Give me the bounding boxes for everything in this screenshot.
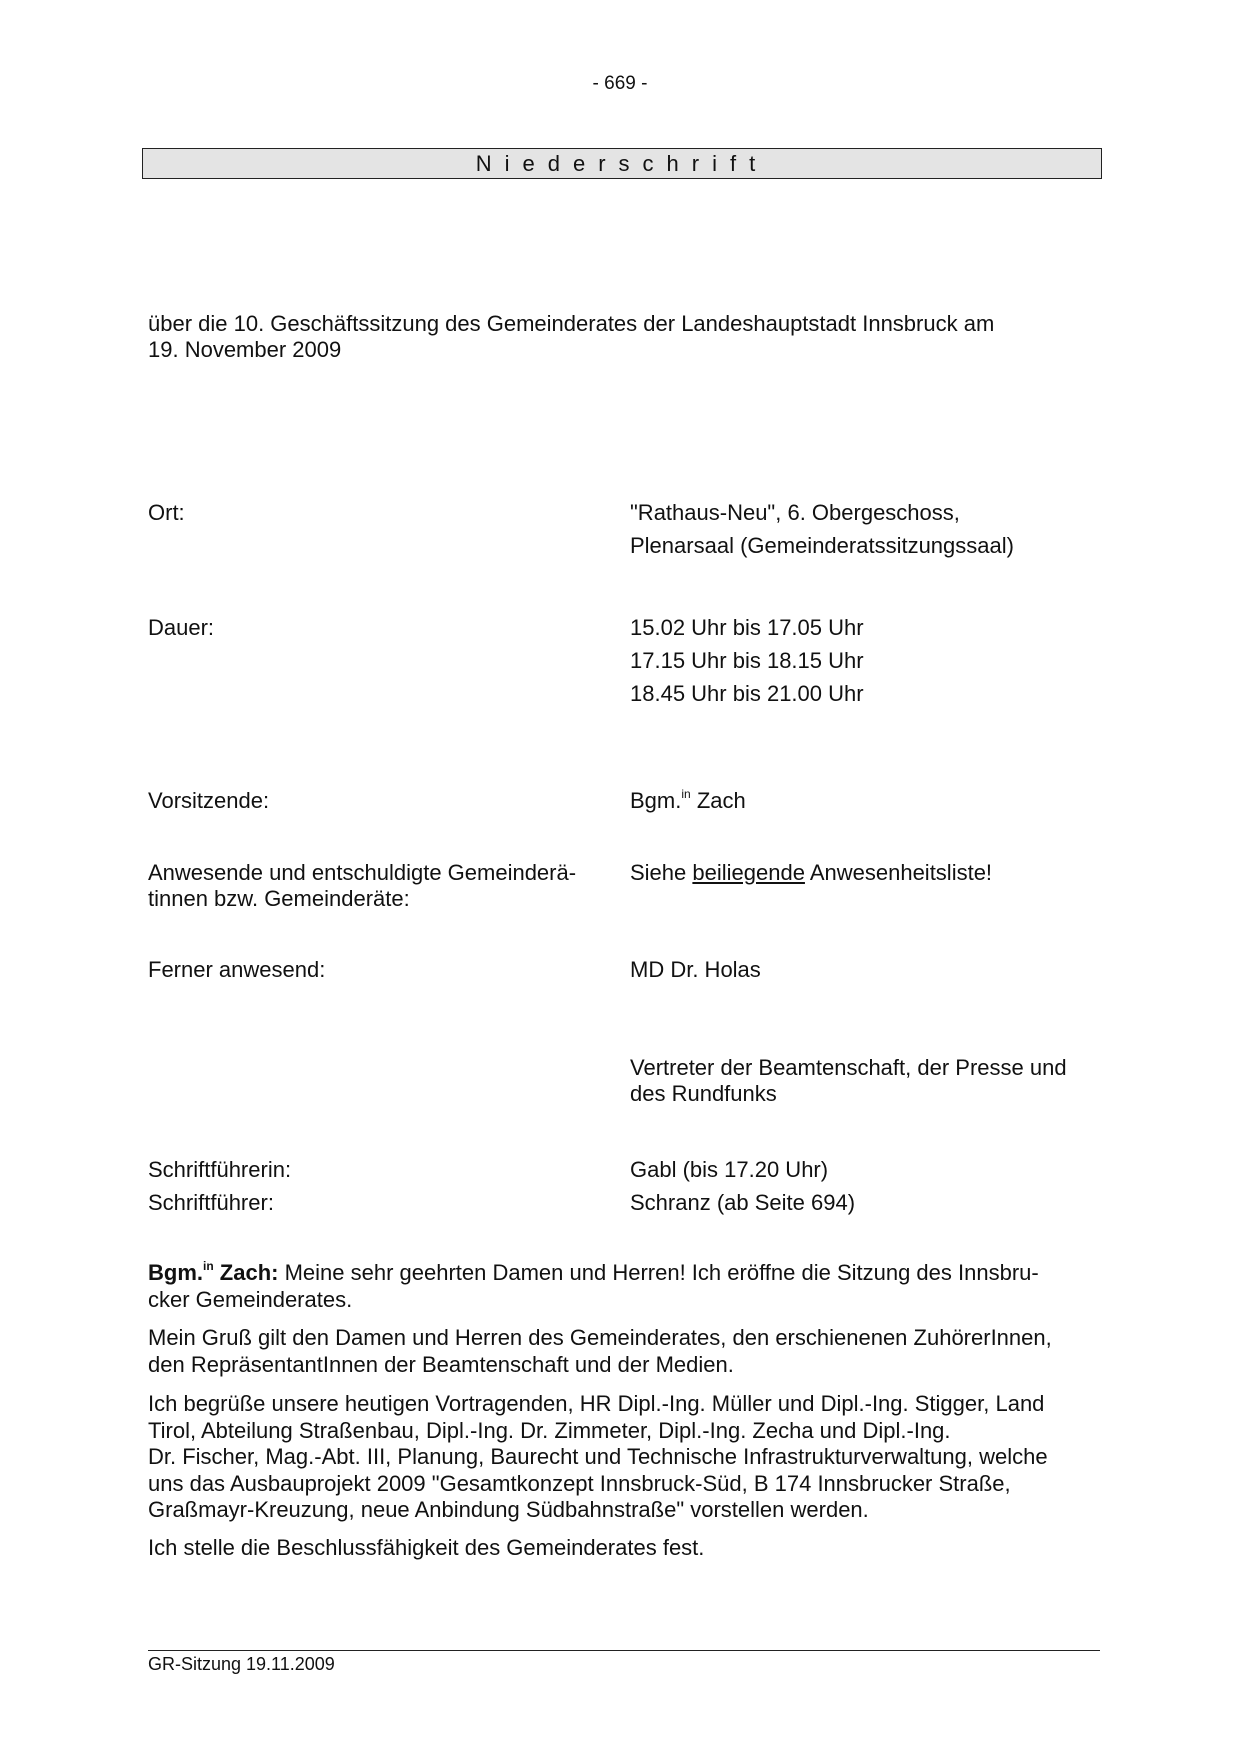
dauer-value xyxy=(630,611,1100,710)
dauer-label: Dauer: xyxy=(148,615,215,640)
schriftfuehrerin-label: Schriftführerin: xyxy=(148,1157,292,1182)
speaker-surname: Zach: xyxy=(213,1260,279,1285)
ferner-extra-line-2: des Rundfunks xyxy=(630,1081,777,1106)
dauer-line-1: 15.02 Uhr bis 17.05 Uhr xyxy=(630,615,864,640)
anwesende-value xyxy=(630,860,1100,886)
vorsitzende-prefix: Bgm. xyxy=(630,788,682,813)
schriftfuehrerin-value: Gabl (bis 17.20 Uhr) xyxy=(630,1157,829,1182)
ferner-extra-line-1: Vertreter der Beamtenschaft, der Presse und xyxy=(630,1055,1067,1080)
speech-paragraph-1 xyxy=(148,1260,1108,1313)
footer-divider xyxy=(148,1650,1100,1651)
speech-p3-line-5: Graßmayr-Kreuzung, neue Anbindung Südbahnstraße" vorstellen werden. xyxy=(148,1497,869,1522)
document-title: Niederschrift xyxy=(142,148,1102,179)
vorsitzende-name: Zach xyxy=(690,788,746,813)
anwesende-value-underlined: beiliegende xyxy=(692,860,805,885)
speech-p3-line-2: Tirol, Abteilung Straßenbau, Dipl.-Ing. Dr. Zimmeter, Dipl.-Ing. Zecha und Dipl.-Ing. xyxy=(148,1417,951,1443)
vorsitzende-sup: in xyxy=(681,787,691,801)
vorsitzende-value xyxy=(630,788,1100,814)
ort-label: Ort: xyxy=(148,500,185,525)
ort-value xyxy=(630,496,1100,562)
schriftfuehrer-value: Schranz (ab Seite 694) xyxy=(630,1190,856,1215)
speech-p2-line-1: Mein Gruß gilt den Damen und Herren des Gemeinderates, den erschienenen ZuhörerInnen, xyxy=(148,1325,1052,1350)
speech-p3-line-3: Dr. Fischer, Mag.-Abt. III, Planung, Baurecht und Technische Infrastrukturverwaltung, welche xyxy=(148,1444,1048,1469)
ferner-value: MD Dr. Holas xyxy=(630,957,761,982)
speech-p3-line-1: Ich begrüße unsere heutigen Vortragenden, HR Dipl.-Ing. Müller und Dipl.-Ing. Stigger, Land xyxy=(148,1391,1045,1416)
footer-text: GR-Sitzung 19.11.2009 xyxy=(148,1654,335,1674)
intro-text xyxy=(148,311,1108,363)
ferner-extra xyxy=(630,1055,1100,1107)
ort-line-2: Plenarsaal (Gemeinderatssitzungssaal) xyxy=(630,533,1014,558)
vorsitzende-label: Vorsitzende: xyxy=(148,788,270,813)
intro-line-1: über die 10. Geschäftssitzung des Gemeinderates der Landeshauptstadt Innsbruck am xyxy=(148,311,995,336)
intro-line-2: 19. November 2009 xyxy=(148,337,342,362)
speech-paragraph-3 xyxy=(148,1391,1108,1524)
ort-line-1: "Rathaus-Neu", 6. Obergeschoss, xyxy=(630,500,960,525)
anwesende-label-line-2: tinnen bzw. Gemeinderäte: xyxy=(148,886,410,911)
speech-p1-line-1: Meine sehr geehrten Damen und Herren! Ich eröffne die Sitzung des Innsbru- xyxy=(278,1260,1039,1285)
speech-p3-line-4: uns das Ausbauprojekt 2009 "Gesamtkonzept Innsbruck-Süd, B 174 Innsbrucker Straße, xyxy=(148,1470,1011,1496)
anwesende-label-line-1: Anwesende und entschuldigte Gemeinderä- xyxy=(148,860,577,885)
speech-paragraph-4: Ich stelle die Beschlussfähigkeit des Gemeinderates fest. xyxy=(148,1535,705,1560)
schriftfuehrer-label: Schriftführer: xyxy=(148,1190,274,1215)
dauer-line-2: 17.15 Uhr bis 18.15 Uhr xyxy=(630,648,864,673)
dauer-line-3: 18.45 Uhr bis 21.00 Uhr xyxy=(630,681,864,706)
ferner-label: Ferner anwesend: xyxy=(148,957,326,982)
speech-p1-line-2: cker Gemeinderates. xyxy=(148,1286,353,1312)
page-number: - 669 - xyxy=(592,73,648,94)
speaker-name xyxy=(148,1260,278,1285)
speaker-prefix: Bgm. xyxy=(148,1260,203,1285)
speech-p2-line-2: den RepräsentantInnen der Beamtenschaft und der Medien. xyxy=(148,1351,734,1377)
anwesende-value-post: Anwesenheitsliste! xyxy=(804,860,993,885)
anwesende-value-pre: Siehe xyxy=(630,860,693,885)
anwesende-label xyxy=(148,860,618,912)
speech-paragraph-2 xyxy=(148,1325,1108,1378)
speaker-sup: in xyxy=(203,1259,214,1273)
